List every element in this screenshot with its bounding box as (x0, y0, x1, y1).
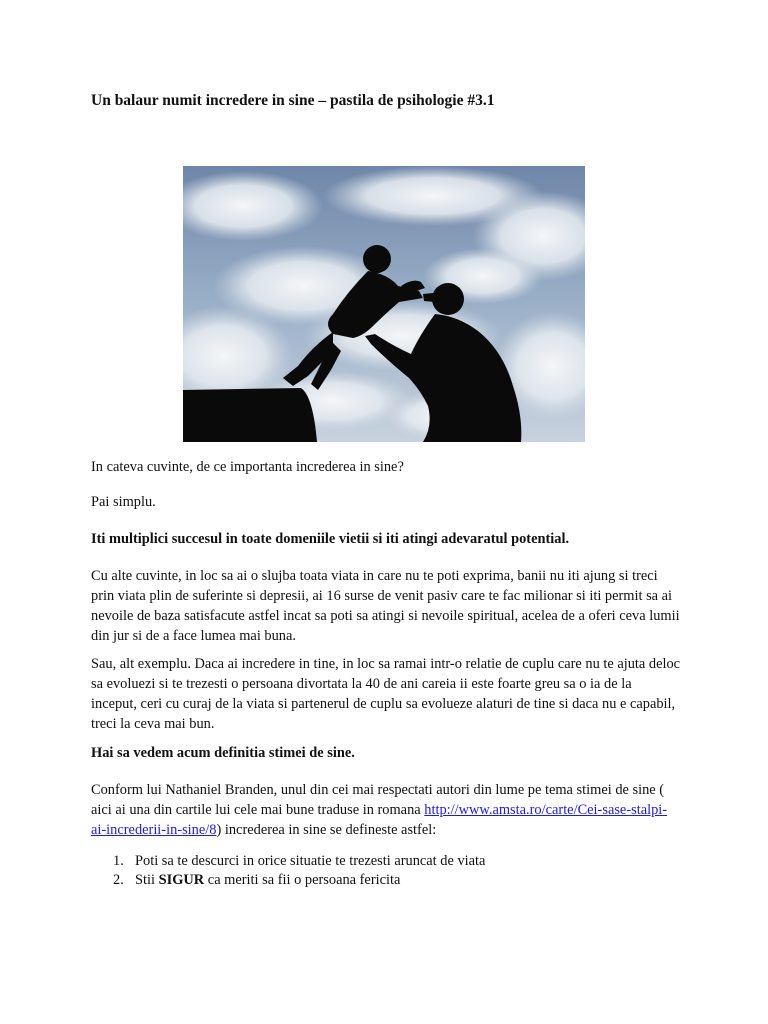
book-link[interactable]: http://www.amsta.ro/carte/Cei-sase-stalpi-ai-increderii-in-sine/8 (91, 802, 668, 838)
paragraph-definition-intro (91, 780, 681, 840)
paragraph-answer: Pai simplu. (91, 494, 156, 510)
silhouette-photo (183, 166, 585, 442)
definition-list (91, 852, 485, 890)
list-number: 2. (113, 872, 124, 888)
paragraph-example-1: Cu alte cuvinte, in loc sa ai o slujba toata viata in care nu te poti exprima, banii nu iti ajung si treci prin viata plin de suferinte si depresii, ai 16 surse de venit pasiv care te fac milionar si iti permit sa ai nevoile de baza satisfacute astfel incat sa poti sa atingi si nevoile spiritual, acelea de a oferi ceva lumii din jur si de a face lumea mai buna. (91, 568, 680, 644)
paragraph-question: In cateva cuvinte, de ce importanta increderea in sine? (91, 459, 404, 475)
list-item-pre: Stii (135, 872, 159, 888)
paragraph-section-heading: Hai sa vedem acum definitia stimei de sine. (91, 745, 355, 761)
list-item-emphasis: SIGUR (158, 872, 205, 888)
list-item-post: ca meriti sa fii o persoana fericita (204, 872, 401, 888)
article-title: Un balaur numit incredere in sine – pastila de psihologie #3.1 (91, 92, 495, 109)
list-item (91, 871, 485, 890)
list-item-text (135, 871, 400, 890)
list-item-text: Poti sa te descurci in orice situatie te trezesti aruncat de viata (135, 853, 486, 869)
definition-intro-end: ) increderea in sine se defineste astfel: (216, 822, 437, 838)
list-number: 1. (113, 853, 124, 869)
definition-intro-text: Conform lui Nathaniel Branden, unul din cei mai respectati autori din lume pe tema stimei de sine ( aici ai una din cartile lui cele mai bune traduse in romana (91, 782, 665, 818)
paragraph-example-2: Sau, alt exemplu. Daca ai incredere in tine, in loc sa ramai intr-o relatie de cuplu care nu te ajuta deloc sa evoluezi si te trezesti o persoana divortata la 40 de ani careia ii este foarte greu sa o ia de la inceput, ceri cu curaj de la viata si partenerul de cuplu sa evolueze alaturi de tine si daca nu e capabil, treci la ceva mai bun. (91, 656, 681, 732)
list-item (91, 852, 485, 871)
paragraph-key-point: Iti multiplici succesul in toate domeniile vietii si iti atingi adevaratul potential. (91, 531, 570, 547)
